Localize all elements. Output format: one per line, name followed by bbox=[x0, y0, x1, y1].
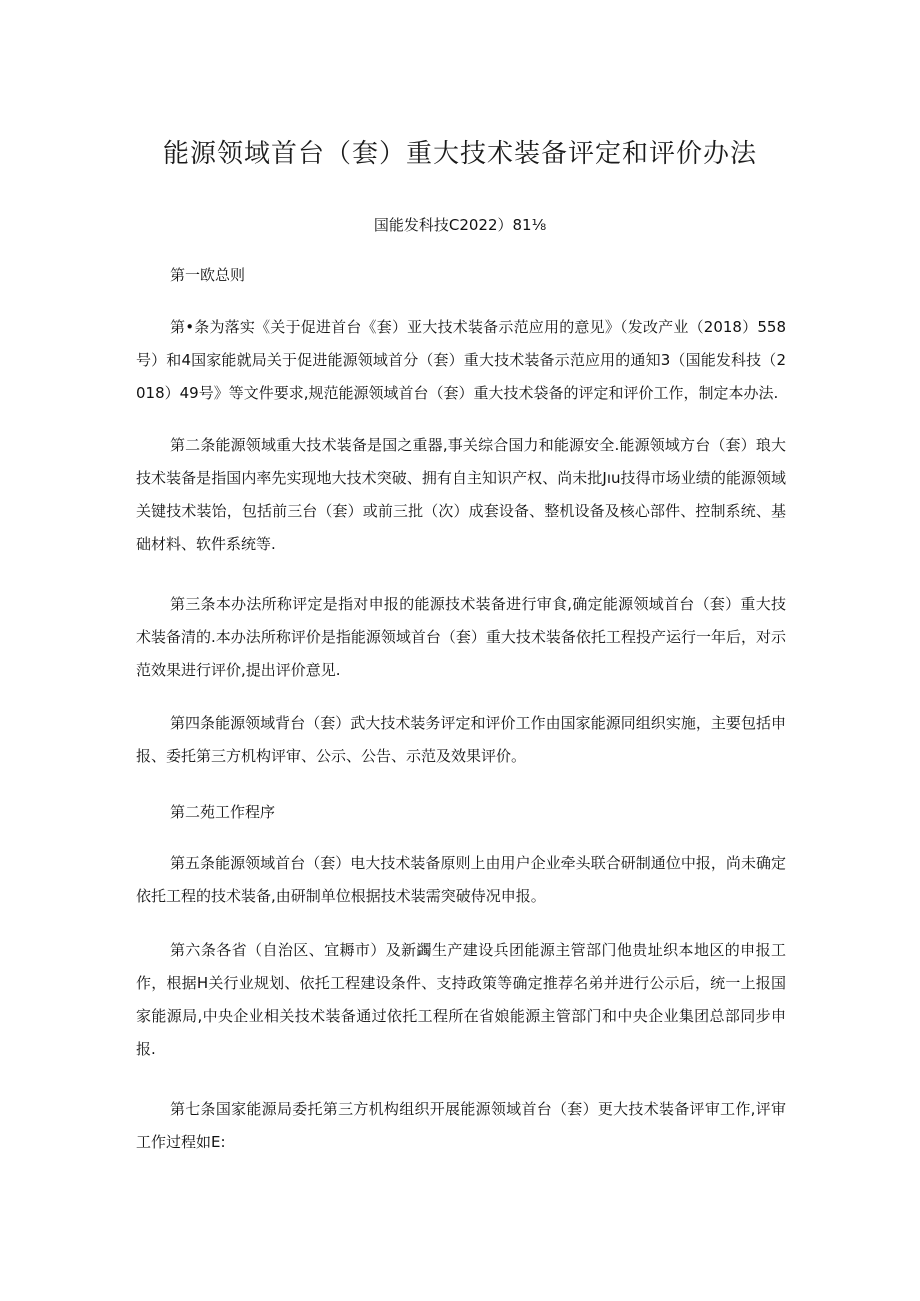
article-1: 第•条为落实《关于促进首台《套）亚大技术装备示范应用的意见》（发改产业（2018）558号）和4国家能就局关于促进能源领域首分（套）重大技术装备示范应用的通知3（国能发科技（2018）49号》等文件要求,规范能源领域首台（套）重大技术袋备的评定和评价工作，制定本办法. bbox=[136, 318, 786, 402]
document-title: 能源领域首台（套）重大技术装备评定和评价办法 bbox=[162, 139, 757, 169]
article-4: 第四条能源领域背台（套）武大技术装务评定和评价工作由国家能源同组织实施，主要包括申报、委托第三方机构评审、公示、公告、示范及效果评价。 bbox=[136, 714, 786, 765]
article-3: 第三条本办法所称评定是指对申报的能源技术装备进行审食,确定能源领域首台（套）重大技术装备清的.本办法所称评价是指能源领域首台（套）重大技术装备依托工程投产运行一年后，对示范效果进行评价,提出评价意见. bbox=[136, 595, 786, 679]
article-6: 第六条各省（自治区、宜耨市）及新蠲生产建设兵团能源主管部门他贵址织本地区的申报工作，根据H关行业规划、依托工程建设条件、支持政策等确定推荐名弟并进行公示后，统一上报国家能源局,中央企业相关技术装备通过依托工程所在省娘能源主管部门和中央企业集团总部同步申报. bbox=[136, 941, 786, 1058]
chapter-1-heading: 第一欧总则 bbox=[170, 266, 246, 284]
document-number: 国能发科技C2022）81⅛ bbox=[373, 216, 547, 234]
chapter-2-heading: 第二苑工作程序 bbox=[170, 803, 276, 821]
article-5: 第五条能源领域首台（套）电大技术装备原则上由用户企业牵头联合研制通位中报，尚未确定依托工程的技术装备,由研制单位根据技术装需突破侍况申报。 bbox=[136, 854, 786, 905]
article-7: 第七条国家能源局委托第三方机构组织开展能源领域首台（套）更大技术装备评审工作,评审工作过程如E: bbox=[136, 1100, 786, 1151]
article-2: 第二条能源领域重大技术装备是国之重器,事关综合国力和能源安全.能源领域方台（套）琅大技术装备是指国内率先实现地大技术突破、拥有自主知识产权、尚未批Jıu技得市场业绩的能源领域关键技术装饴，包括前三台（套）或前三批（次）成套设备、整机设备及核心部件、控制系统、基础材料、软件系统等. bbox=[136, 436, 786, 553]
